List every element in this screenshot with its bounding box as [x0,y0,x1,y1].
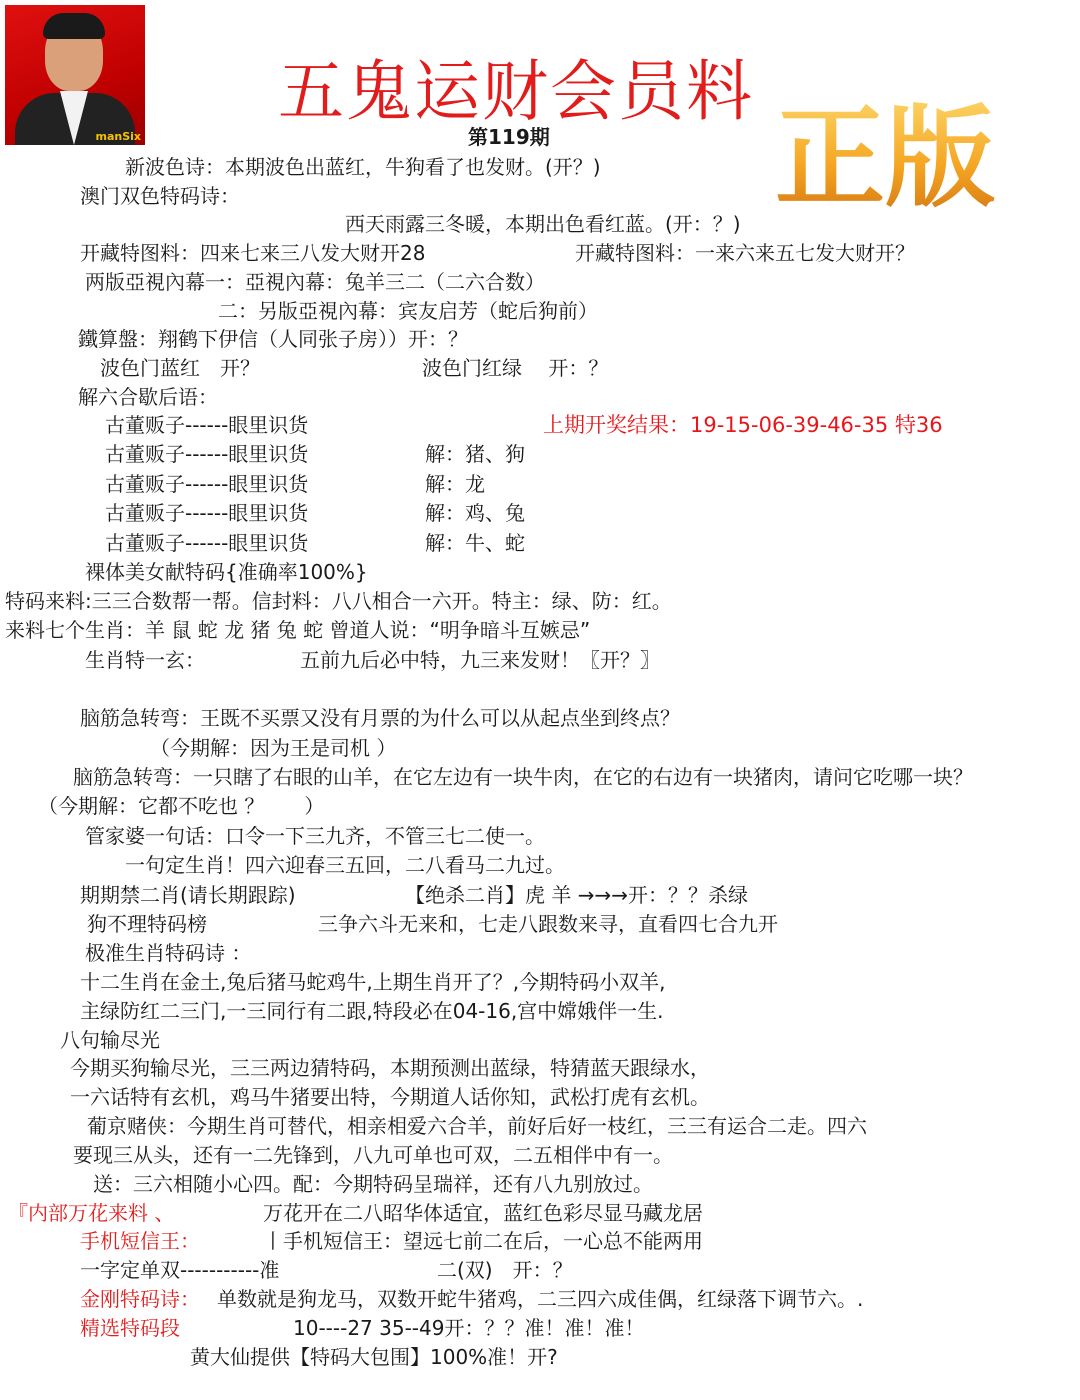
text-line-column-2: 二(双) 开：？ [437,1258,573,1282]
issue-number: 第119期 [468,125,550,149]
text-line: 西天雨露三冬暖，本期出色看红蓝。(开：？) [345,212,741,236]
text-line-column-2: 解：龙 [425,472,485,496]
text-line: 十二生肖在金土,兔后猪马蛇鸡牛,上期生肖开了？,今期特码小双羊, [80,970,666,994]
text-line: 一六话特有玄机，鸡马牛猪要出特，今期道人话你知，武松打虎有玄机。 [70,1085,710,1109]
text-line-column-2: 10----27 35--49开：？？准！准！准！ [293,1316,645,1340]
text-line-column-2: 单数就是狗龙马，双数开蛇牛猪鸡，二三四六成佳偶，红绿落下调节六。. [217,1287,864,1311]
text-line: 古董贩子------眼里识货 [105,472,309,496]
text-line: 要现三从头，还有一二先锋到，八九可单也可双，二五相伴中有一。 [73,1143,673,1167]
text-line: 精选特码段 [80,1316,180,1340]
text-line: 送：三六相随小心四。配：今期特码呈瑞祥，还有八九别放过。 [93,1172,653,1196]
text-line: 古董贩子------眼里识货 [105,531,309,555]
text-line-column-2: 解：牛、蛇 [425,531,525,555]
text-line: 古董贩子------眼里识货 [105,413,309,437]
text-line: 二：另版亞視內幕：宾友启芳（蛇后狗前） [218,299,598,323]
text-line: 脑筋急转弯：一只瞎了右眼的山羊，在它左边有一块牛肉，在它的右边有一块猪肉，请问它吃哪一块？ [73,765,973,789]
text-line: 新波色诗：本期波色出蓝红，牛狗看了也发财。(开？) [125,155,601,179]
text-line: 主绿防红二三门,一三同行有二跟,特段必在04-16,宫中嫦娥伴一生. [80,999,664,1023]
text-line: 管家婆一句话：口令一下三九齐，不管三七二使一。 [85,824,545,848]
text-line: 一字定单双-----------准 [80,1258,280,1282]
text-line: 两版亞視內幕一：亞視內幕：兔羊三二（二六合数） [85,270,545,294]
text-line-column-2: 丨手机短信王：望远七前二在后，一心总不能两用 [263,1229,703,1253]
text-line: 黄大仙提供【特码大包围】100%准！开? [190,1345,558,1369]
text-line: 一句定生肖！四六迎春三五回，二八看马二九过。 [125,853,565,877]
text-line: 手机短信王： [80,1229,200,1253]
text-line: 『内部万花来料 、 [8,1201,175,1225]
text-line-column-2: 解：猪、狗 [425,442,525,466]
text-line-column-2: 万花开在二八昭华体适宜，蓝红色彩尽显马藏龙居 [263,1201,703,1225]
text-line: 鐵算盤：翔鹤下伊信（人同张子房））开：？ [78,327,468,351]
text-line: 狗不理特码榜 [87,912,207,936]
text-line-column-2: 上期开奖结果：19-15-06-39-46-35 特36 [543,413,943,437]
text-line: 裸体美女献特码{准确率100%} [85,560,368,584]
text-line: 古董贩子------眼里识货 [105,442,309,466]
text-line: （今期解：它都不吃也 ？ ） [38,794,325,818]
text-line-column-2: 解：鸡、兔 [425,501,525,525]
page-title: 五鬼运财会员料 [278,53,754,130]
text-line: 八句输尽光 [60,1028,160,1052]
text-line: 金刚特码诗： [80,1287,200,1311]
text-line: 澳门双色特码诗： [80,184,240,208]
text-line-column-2: 【绝杀二肖】虎 羊 →→→开：？？杀绿 [405,883,748,907]
text-line: 葡京赌侠：今期生肖可替代，相亲相爱六合羊，前好后好一枝红，三三有运合二走。四六 [87,1114,867,1138]
text-line: 特码来料:三三合数帮一帮。信封料：八八相合一六开。特主：绿、防：红。 [5,589,672,613]
text-line-column-2: 三争六斗无来和，七走八跟数来寻，直看四七合九开 [318,912,778,936]
text-line: 来料七个生肖：羊 鼠 蛇 龙 猪 兔 蛇 曾道人说：“明争暗斗互嫉忌” [5,618,591,642]
text-line: 古董贩子------眼里识货 [105,501,309,525]
text-line-column-2: 开藏特图料：一来六来五七发大财开？ [575,241,915,265]
text-line: 极准生肖特码诗 ： [85,941,252,965]
text-line: 今期买狗输尽光，三三两边猜特码，本期预测出蓝绿，特猜蓝天跟绿水， [70,1056,710,1080]
text-line: 脑筋急转弯：王既不买票又没有月票的为什么可以从起点坐到终点？ [80,706,680,730]
text-line: 生肖特一玄： [85,648,205,672]
text-line: 解六合歇后语： [78,385,218,409]
text-line: 开藏特图料：四来七来三八发大财开28 [80,241,426,265]
text-line: 期期禁二肖(请长期跟踪) [80,883,296,907]
text-line: 波色门蓝红 开？ [100,356,260,380]
text-line: （今期解：因为王是司机 ） [150,736,397,760]
photo-watermark: manSix [95,130,141,143]
text-line-column-2: 五前九后必中特，九三来发财！〖开？〗 [300,648,660,672]
portrait-photo [5,5,145,145]
text-line-column-2: 波色门红绿 开：？ [422,356,609,380]
authentic-badge: 正版 [775,70,995,228]
